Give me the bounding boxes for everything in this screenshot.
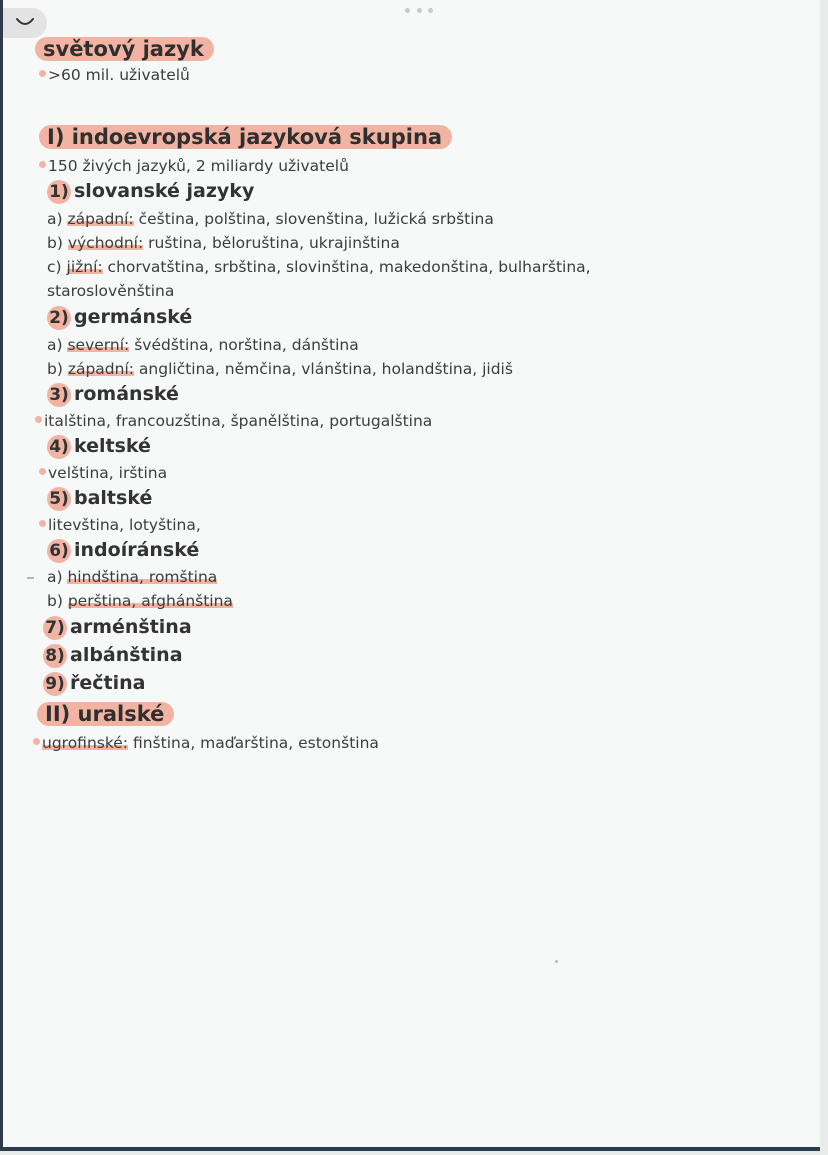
paper-speck <box>555 960 558 963</box>
heading-rectina: 9) řečtina <box>43 672 145 696</box>
item-romanske: italština, francouzština, španělština, portugalština <box>35 412 432 430</box>
bullet-icon <box>35 416 42 423</box>
heading-albanstina: 8) albánština <box>43 644 183 668</box>
heading-baltske: 5) baltské <box>47 487 152 511</box>
bullet-icon <box>39 520 46 527</box>
heading-indoevropska: I) indoevropská jazyková skupina <box>39 125 452 149</box>
heading-svetovy-jazyk: světový jazyk <box>35 37 214 61</box>
item-slovanske-c-cont: staroslověnština <box>47 282 175 300</box>
bullet-icon <box>33 738 40 745</box>
item-indoiranske-b: b) perština, afghánština <box>47 592 233 610</box>
item-uralske: ugrofinské: finština, maďarština, estonština <box>33 734 379 752</box>
heading-keltske: 4) keltské <box>47 435 151 459</box>
note-svetovy: >60 mil. uživatelů <box>39 66 190 84</box>
note-indoevropska: 150 živých jazyků, 2 miliardy uživatelů <box>39 157 349 175</box>
item-baltske: litevština, lotyština, <box>39 516 201 534</box>
more-dots-icon[interactable] <box>405 8 433 14</box>
item-germanske-a: a) severní: švédština, norština, dánština <box>47 336 359 354</box>
heading-indoiranske: 6) indoíránské <box>47 539 199 563</box>
heading-romanske: 3) románské <box>47 383 179 407</box>
item-slovanske-b: b) východní: ruština, běloruština, ukrajinština <box>47 234 400 252</box>
heading-germanske: 2) germánské <box>47 306 192 330</box>
back-button[interactable] <box>3 8 47 38</box>
item-keltske: velština, irština <box>39 464 167 482</box>
heading-slovanske: 1) slovanské jazyky <box>47 180 254 204</box>
bullet-icon <box>39 468 46 475</box>
heading-armenstina: 7) arménština <box>43 616 192 640</box>
bullet-icon <box>39 70 46 77</box>
item-slovanske-a: a) západní: čeština, polština, slovenština, lužická srbština <box>47 210 494 228</box>
bullet-icon <box>39 161 46 168</box>
margin-dash <box>27 577 34 579</box>
item-indoiranske-a: a) hindština, romština <box>47 568 218 586</box>
item-germanske-b: b) západní: angličtina, němčina, vlánština, holandština, jidiš <box>47 360 513 378</box>
chevron-down-icon <box>15 17 35 29</box>
item-slovanske-c: c) jižní: chorvatština, srbština, slovinština, makedonština, bulharština, <box>47 258 591 276</box>
heading-uralske: II) uralské <box>37 702 174 726</box>
